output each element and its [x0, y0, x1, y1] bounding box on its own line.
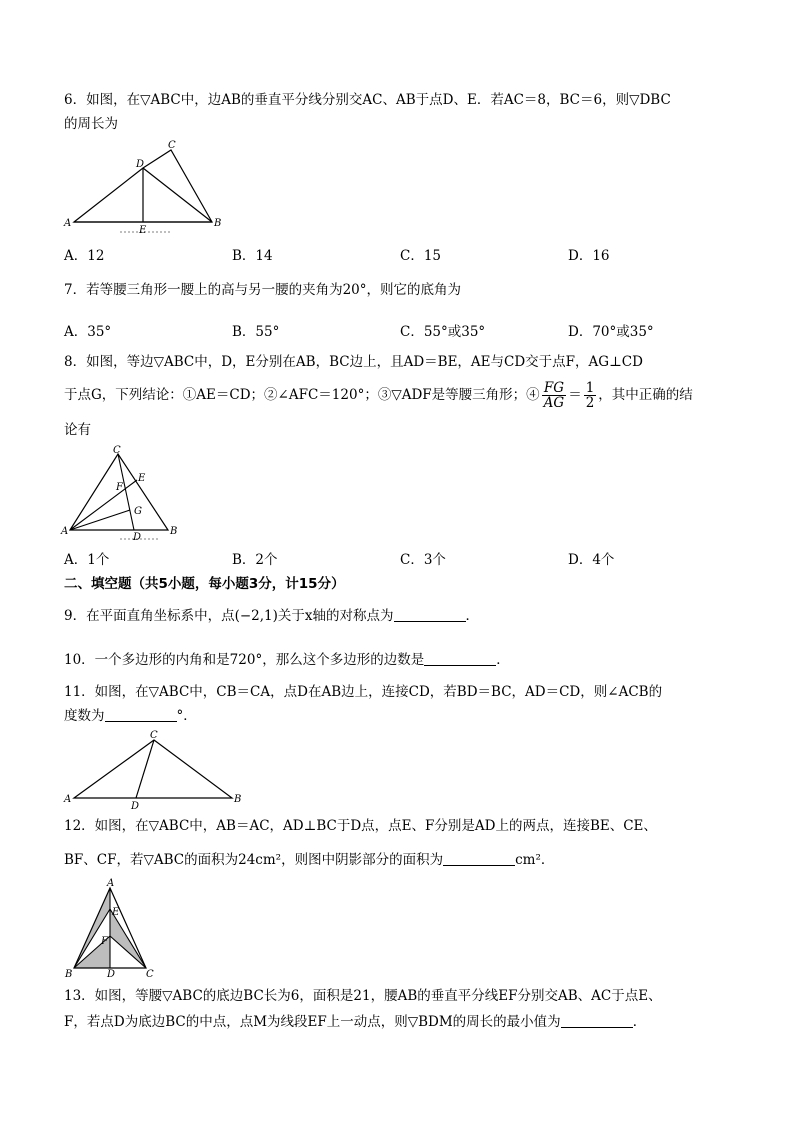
q12-text: BF、CF，若▽ABC的面积为24cm²，则图中阴影部分的面积为	[64, 852, 444, 868]
q10-end: ．	[496, 652, 510, 668]
q8-line2	[64, 378, 744, 412]
section-2-heading: 二、填空题（共5小题，每小题3分，计15分）	[64, 576, 345, 592]
q10-answer-blank[interactable]	[424, 651, 496, 666]
q9-line	[64, 606, 744, 626]
q12-label-F: F	[101, 936, 108, 947]
q12-answer-blank[interactable]	[443, 851, 515, 866]
q12-figure	[60, 876, 165, 980]
q8-figure	[60, 444, 185, 544]
q11-label-B: B	[234, 794, 242, 805]
q11-line1: 11．如图，在▽ABC中，CB＝CA，点D在AB边上，连接CD，若BD＝BC，AD＝CD，则∠ACB的	[64, 684, 663, 700]
q6-line1: 6．如图，在▽ABC中，边AB的垂直平分线分别交AC、AB于点D、E．若AC＝8，BC＝6，则▽DBC	[64, 92, 671, 108]
q8-option-a[interactable]: A．1个	[64, 552, 110, 568]
q8-option-c[interactable]: C．3个	[400, 552, 446, 568]
q8-label-D: D	[133, 532, 142, 543]
q9-end: ．	[465, 608, 480, 624]
q8-option-b[interactable]: B．2个	[232, 552, 278, 568]
q10-line	[64, 650, 744, 670]
q6-label-C: C	[168, 140, 176, 151]
q8-label-C: C	[113, 445, 121, 456]
q8-frac2-den: 2	[585, 395, 595, 411]
q6-option-d[interactable]: D．16	[568, 248, 610, 264]
q8-line2-a: 于点G，下列结论：①AE＝CD；②∠AFC＝120°；③▽ADF是等腰三角形；④	[64, 387, 540, 403]
q7-options	[64, 320, 744, 340]
q12-line2	[64, 850, 744, 870]
q13-text: F，若点D为底边BC的中点，点M为线段EF上一动点，则▽BDM的周长的最小值为	[64, 1014, 561, 1030]
q8-frac-num: FG	[542, 381, 567, 396]
q6-option-c[interactable]: C．15	[400, 248, 442, 264]
q8-line2-eq: ＝	[568, 387, 582, 403]
q12-label-C: C	[146, 969, 154, 980]
q6-label-D: D	[136, 159, 145, 170]
q6-label-E: E	[139, 225, 147, 236]
q12-label-A: A	[107, 878, 115, 889]
q8-label-F: F	[116, 482, 123, 493]
q6-label-A: A	[64, 218, 72, 229]
q10-text: 10．一个多边形的内角和是720°，那么这个多边形的边数是	[64, 652, 425, 668]
q13-end: ．	[632, 1014, 647, 1030]
q7-option-d[interactable]: D．70°或35°	[568, 324, 654, 340]
q13-line1: 13．如图，等腰▽ABC的底边BC长为6，面积是21，腰AB的垂直平分线EF分别交AB、AC于点E、	[64, 988, 662, 1004]
q8-label-G: G	[134, 506, 142, 517]
q11-line2	[64, 706, 744, 726]
q8-label-B: B	[170, 526, 178, 537]
q6-line2: 的周长为	[64, 116, 118, 132]
q11-figure	[60, 728, 245, 812]
q12-label-D: D	[107, 969, 116, 980]
q7-option-b[interactable]: B．55°	[232, 324, 280, 340]
q9-answer-blank[interactable]	[394, 607, 466, 622]
q9-text: 9．在平面直角坐标系中，点(−2,1)关于x轴的对称点为	[64, 608, 394, 624]
q11-label-A: A	[64, 794, 72, 805]
q8-line1: 8．如图，等边▽ABC中，D，E分别在AB，BC边上，且AD＝BE，AE与CD交于点F，AG⊥CD	[64, 354, 643, 370]
q12-line1: 12．如图，在▽ABC中，AB＝AC，AD⊥BC于D点，点E、F分别是AD上的两点，连接BE、CE、	[64, 818, 657, 834]
q6-figure	[60, 140, 230, 238]
q13-answer-blank[interactable]	[561, 1013, 633, 1028]
q8-frac-den: AG	[543, 395, 565, 411]
q11-label-D: D	[131, 801, 140, 812]
q7-option-c[interactable]: C．55°或35°	[400, 324, 486, 340]
q7-line1: 7．若等腰三角形一腰上的高与另一腰的夹角为20°，则它的底角为	[64, 282, 462, 298]
q8-line2-c: ，其中正确的结	[598, 387, 693, 403]
q12-label-B: B	[65, 969, 73, 980]
q6-label-B: B	[214, 218, 222, 229]
q12-end: cm²．	[515, 852, 555, 868]
q11-label-C: C	[150, 730, 158, 741]
q11-text: 度数为	[64, 708, 105, 724]
q8-frac2-num: 1	[585, 380, 595, 396]
q8-fraction-fg-ag	[542, 381, 567, 410]
q8-line3: 论有	[64, 422, 91, 438]
q8-label-E: E	[138, 473, 146, 484]
q12-label-E: E	[112, 907, 120, 918]
q8-options	[64, 548, 744, 568]
q6-option-a[interactable]: A．12	[64, 248, 105, 264]
q7-option-a[interactable]: A．35°	[64, 324, 112, 340]
q11-end: °．	[176, 708, 197, 724]
q13-line2	[64, 1012, 744, 1032]
q8-option-d[interactable]: D．4个	[568, 552, 615, 568]
q6-option-b[interactable]: B．14	[232, 248, 273, 264]
q8-fraction-half	[584, 381, 597, 410]
q6-options	[64, 244, 744, 264]
q8-label-A: A	[61, 526, 69, 537]
q11-answer-blank[interactable]	[105, 707, 177, 722]
